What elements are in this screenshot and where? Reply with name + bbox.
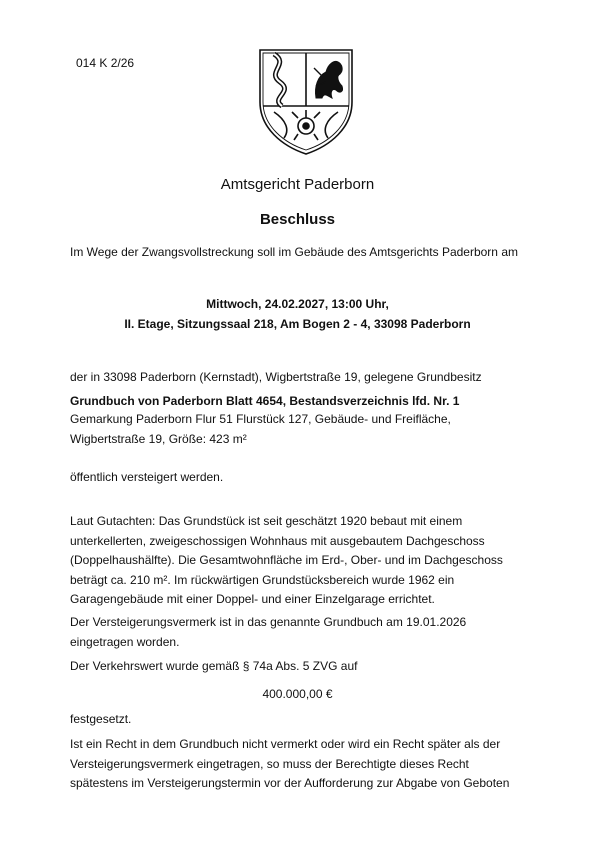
- rights-line: spätestens im Versteigerungstermin vor der Aufforderung zur Abgabe von Geboten: [70, 776, 510, 790]
- intro-text: Im Wege der Zwangsvollstreckung soll im Gebäude des Amtsgerichts Paderborn am: [70, 245, 518, 259]
- register-line: Gemarkung Paderborn Flur 51 Flurstück 127, Gebäude- und Freifläche,: [70, 412, 451, 426]
- registration-line: eingetragen worden.: [70, 634, 180, 649]
- land-register-heading: Grundbuch von Paderborn Blatt 4654, Bestandsverzeichnis lfd. Nr. 1: [70, 394, 460, 408]
- decision-heading: Beschluss: [259, 211, 336, 228]
- appraisal-line: (Doppelhaushälfte). Die Gesamtwohnfläche im Erd-, Ober- und im Dachgeschoss: [70, 553, 503, 567]
- registration-paragraph: [70, 613, 530, 652]
- market-value-outro: festgesetzt.: [70, 712, 132, 726]
- registration-line: Der Versteigerungsvermerk ist in das genannte Grundbuch am 19.01.2026: [70, 615, 467, 629]
- register-line: Wigbertstraße 19, Größe: 423 m²: [70, 431, 247, 446]
- auction-date: Mittwoch, 24.02.2027, 13:00 Uhr,: [206, 297, 389, 311]
- appraisal-paragraph: [70, 512, 530, 610]
- rights-line: Ist ein Recht in dem Grundbuch nicht vermerkt oder wird ein Recht später als der: [70, 737, 501, 751]
- property-description: der in 33098 Paderborn (Kernstadt), Wigbertstraße 19, gelegene Grundbesitz: [70, 370, 482, 384]
- auction-statement: öffentlich versteigert werden.: [70, 470, 224, 484]
- auction-location: II. Etage, Sitzungssaal 218, Am Bogen 2 - 4, 33098 Paderborn: [124, 317, 471, 331]
- appraisal-line: Laut Gutachten: Das Grundstück ist seit geschätzt 1920 bebaut mit einem: [70, 514, 463, 528]
- appraisal-line: beträgt ca. 210 m². Im rückwärtigen Grundstücksbereich wurde 1962 ein: [70, 572, 455, 587]
- court-title: Amtsgericht Paderborn: [220, 176, 375, 193]
- rights-line: Versteigerungsvermerk eingetragen, so muss der Berechtigte dieses Recht: [70, 756, 469, 771]
- market-value-amount: 400.000,00 €: [262, 687, 333, 701]
- rights-paragraph: [70, 735, 530, 794]
- appraisal-line: unterkellerten, zweigeschossigen Wohnhaus mit ausgebautem Dachgeschoss: [70, 533, 485, 548]
- file-number: 014 K 2/26: [76, 56, 135, 70]
- market-value-intro: Der Verkehrswert wurde gemäß § 74a Abs. 5 ZVG auf: [70, 659, 358, 673]
- appraisal-line: Garagengebäude mit einer Doppel- und einer Einzelgarage errichtet.: [70, 592, 435, 606]
- coat-of-arms-icon: [256, 46, 356, 158]
- land-register-details: [70, 410, 530, 449]
